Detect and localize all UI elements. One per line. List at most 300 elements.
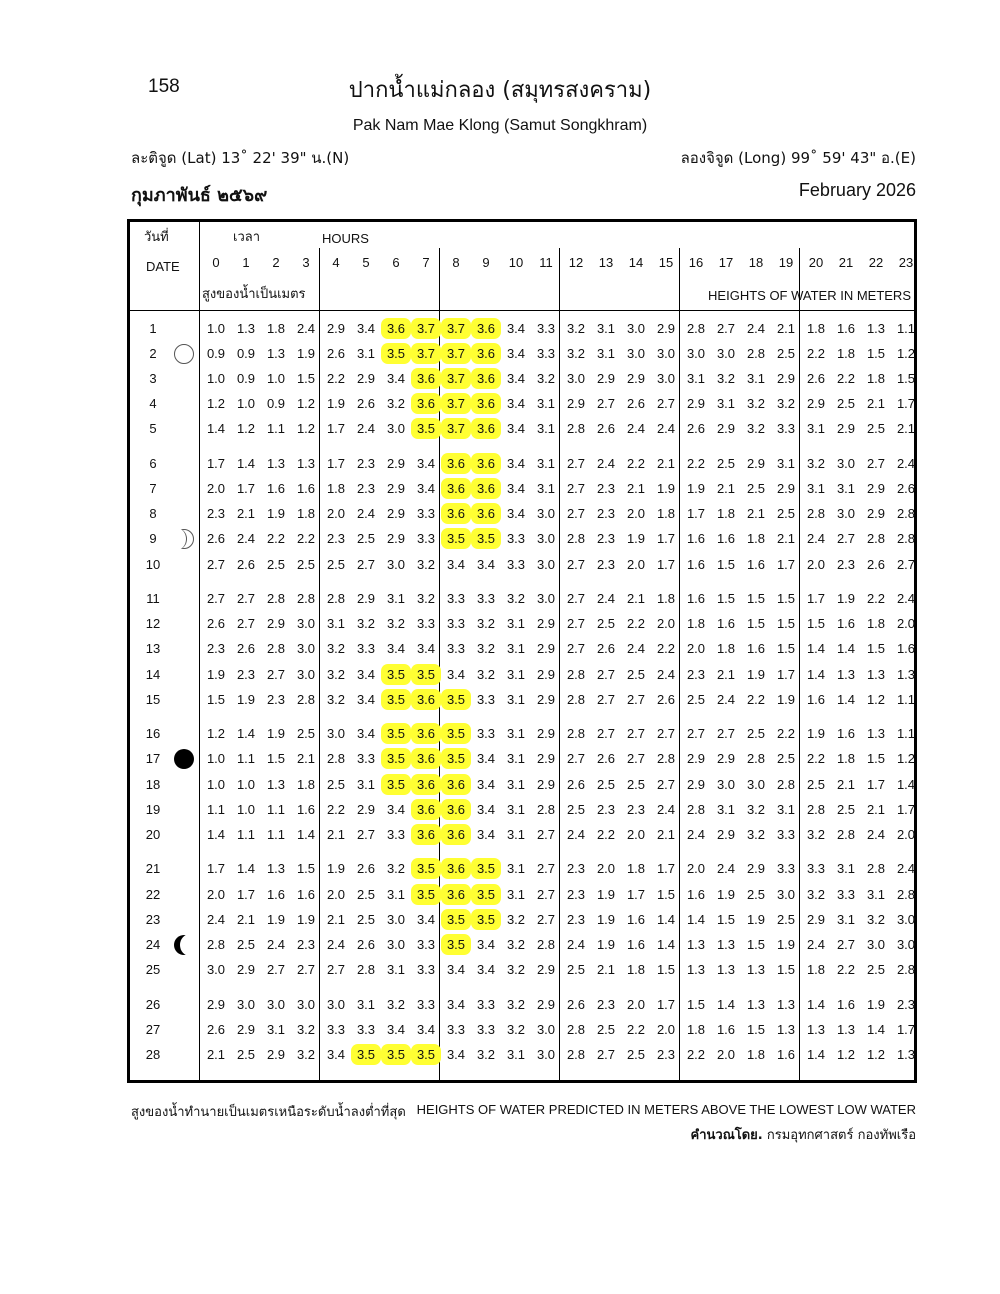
height-cell: 2.1 [206, 1046, 226, 1062]
height-cell: 2.3 [356, 456, 376, 472]
height-cell: 2.9 [806, 396, 826, 412]
height-cell: 3.3 [776, 421, 796, 437]
height-cell: 1.7 [656, 531, 676, 547]
footnote-thai: สูงของน้ำทำนายเป็นเมตรเหนือระดับน้ำลงต่ำที่สุด [131, 1105, 406, 1120]
height-cell: 2.4 [566, 826, 586, 842]
height-cell: 3.3 [476, 591, 496, 607]
height-cell: 1.3 [236, 321, 256, 336]
height-cell: 2.7 [236, 616, 256, 632]
height-cell: 2.9 [356, 371, 376, 387]
height-cell: 1.3 [866, 666, 886, 682]
height-cell: 1.1 [266, 421, 286, 437]
height-cell: 3.1 [506, 801, 526, 817]
height-cell: 2.9 [356, 591, 376, 607]
height-cell: 2.7 [566, 481, 586, 497]
height-cell: 3.3 [416, 616, 436, 632]
height-cell: 2.4 [206, 911, 226, 927]
height-cell: 3.3 [446, 1021, 466, 1037]
moon-phase-first-icon [174, 935, 194, 955]
date-cell: 16 [145, 726, 161, 742]
height-cell: 2.5 [356, 531, 376, 547]
height-cell: 3.4 [476, 751, 496, 767]
height-cell: 1.5 [716, 556, 736, 572]
height-cell: 3.2 [506, 591, 526, 607]
height-cell: 1.1 [896, 321, 916, 336]
date-cell: 3 [149, 371, 157, 387]
height-cell: 3.2 [476, 1046, 496, 1062]
height-cell: 1.7 [326, 421, 346, 437]
height-cell: 2.5 [236, 1046, 256, 1062]
height-cell: 2.4 [596, 456, 616, 472]
height-cell: 3.1 [506, 666, 526, 682]
height-cell: 3.0 [536, 1046, 556, 1062]
height-cell: 3.0 [836, 456, 856, 472]
height-cell: 1.5 [866, 346, 886, 362]
height-cell: 2.3 [326, 531, 346, 547]
height-cell: 1.5 [716, 591, 736, 607]
height-cell: 2.5 [836, 396, 856, 412]
height-cell: 3.0 [896, 936, 916, 952]
height-cell: 3.2 [776, 396, 796, 412]
height-cell: 2.9 [806, 911, 826, 927]
height-cell: 3.1 [536, 396, 556, 412]
height-cell: 3.3 [476, 691, 496, 707]
height-cell: 2.1 [716, 481, 736, 497]
height-cell: 2.7 [716, 321, 736, 336]
height-cell: 1.6 [836, 726, 856, 742]
height-cell: 2.8 [206, 936, 226, 952]
height-cell: 3.2 [326, 641, 346, 657]
height-cell: 1.3 [266, 456, 286, 472]
height-cell: 2.5 [566, 961, 586, 977]
height-cell: 2.4 [626, 641, 646, 657]
height-cell: 1.6 [836, 321, 856, 336]
height-cell: 1.9 [746, 911, 766, 927]
height-cell: 3.6 [441, 884, 471, 905]
height-cell: 3.0 [536, 1021, 556, 1037]
height-cell: 2.4 [596, 591, 616, 607]
height-cell: 2.7 [326, 961, 346, 977]
height-cell: 3.0 [716, 346, 736, 362]
height-cell: 3.2 [356, 616, 376, 632]
height-cell: 1.6 [296, 481, 316, 497]
height-cell: 2.8 [566, 421, 586, 437]
height-cell: 1.9 [266, 506, 286, 522]
height-cell: 2.4 [806, 936, 826, 952]
hour-label: 23 [898, 255, 914, 270]
height-cell: 1.4 [236, 456, 256, 472]
height-cell: 1.3 [836, 1021, 856, 1037]
height-cell: 3.6 [441, 503, 471, 524]
height-cell: 1.5 [716, 911, 736, 927]
height-cell: 2.3 [596, 506, 616, 522]
height-cell: 1.6 [266, 886, 286, 902]
height-cell: 3.0 [296, 666, 316, 682]
height-cell: 2.5 [776, 751, 796, 767]
height-cell: 1.7 [206, 456, 226, 472]
height-cell: 3.2 [506, 996, 526, 1012]
height-cell: 1.9 [716, 886, 736, 902]
height-cell: 2.7 [566, 641, 586, 657]
height-cell: 1.4 [686, 911, 706, 927]
height-cell: 2.9 [326, 321, 346, 336]
height-cell: 1.5 [776, 591, 796, 607]
height-cell: 0.9 [206, 346, 226, 362]
height-cell: 2.4 [806, 531, 826, 547]
height-cell: 3.1 [356, 776, 376, 792]
height-cell: 1.8 [746, 531, 766, 547]
height-cell: 1.7 [776, 556, 796, 572]
height-cell: 2.3 [596, 531, 616, 547]
height-cell: 2.5 [356, 911, 376, 927]
height-cell: 2.2 [296, 531, 316, 547]
height-cell: 3.1 [506, 616, 526, 632]
height-cell: 1.1 [896, 726, 916, 742]
height-cell: 1.6 [626, 911, 646, 927]
date-cell: 11 [146, 591, 160, 607]
height-cell: 2.7 [596, 396, 616, 412]
height-cell: 2.5 [266, 556, 286, 572]
height-cell: 2.0 [806, 556, 826, 572]
height-cell: 3.1 [506, 776, 526, 792]
height-cell: 1.2 [866, 691, 886, 707]
height-cell: 2.5 [326, 776, 346, 792]
height-cell: 3.2 [866, 911, 886, 927]
height-cell: 2.6 [206, 1021, 226, 1037]
height-cell: 3.1 [746, 371, 766, 387]
height-cell: 3.6 [441, 774, 471, 795]
height-cell: 2.2 [806, 751, 826, 767]
height-cell: 1.6 [716, 616, 736, 632]
height-cell: 1.6 [746, 556, 766, 572]
height-cell: 2.2 [836, 371, 856, 387]
height-cell: 3.6 [441, 799, 471, 820]
height-cell: 2.9 [536, 616, 556, 632]
height-cell: 3.2 [806, 456, 826, 472]
height-cell: 3.6 [441, 858, 471, 879]
height-cell: 2.6 [356, 936, 376, 952]
height-cell: 3.4 [416, 481, 436, 497]
height-cell: 3.4 [506, 346, 526, 362]
height-cell: 2.8 [776, 776, 796, 792]
date-cell: 13 [145, 641, 161, 657]
height-cell: 2.2 [596, 826, 616, 842]
height-cell: 3.6 [471, 318, 501, 339]
height-cell: 2.2 [626, 616, 646, 632]
height-cell: 2.8 [266, 591, 286, 607]
date-cell: 8 [149, 506, 157, 522]
height-cell: 2.9 [356, 801, 376, 817]
height-cell: 3.0 [536, 556, 556, 572]
height-cell: 2.4 [326, 936, 346, 952]
height-cell: 3.1 [806, 481, 826, 497]
height-cell: 2.8 [806, 506, 826, 522]
height-cell: 1.3 [806, 1021, 826, 1037]
height-cell: 2.6 [236, 641, 256, 657]
height-cell: 2.9 [836, 421, 856, 437]
month-thai: กุมภาพันธ์ ๒๕๖๙ [131, 185, 268, 206]
date-label-thai: วันที่ [144, 230, 169, 245]
height-cell: 2.4 [716, 861, 736, 877]
height-cell: 3.1 [596, 321, 616, 336]
height-cell: 2.9 [266, 616, 286, 632]
height-cell: 1.8 [326, 481, 346, 497]
height-cell: 3.1 [506, 826, 526, 842]
height-cell: 2.5 [776, 506, 796, 522]
height-cell: 2.0 [206, 481, 226, 497]
height-cell: 2.5 [716, 456, 736, 472]
height-cell: 3.0 [536, 531, 556, 547]
height-cell: 2.1 [656, 456, 676, 472]
date-cell: 23 [145, 911, 161, 927]
height-cell: 2.5 [296, 726, 316, 742]
height-cell: 1.4 [236, 726, 256, 742]
height-cell: 3.1 [776, 456, 796, 472]
height-cell: 3.3 [836, 886, 856, 902]
height-cell: 2.6 [236, 556, 256, 572]
height-cell: 1.9 [596, 886, 616, 902]
height-cell: 2.8 [686, 801, 706, 817]
height-cell: 1.6 [266, 481, 286, 497]
height-cell: 3.5 [411, 664, 441, 685]
height-cell: 1.7 [776, 666, 796, 682]
hour-label: 9 [482, 255, 490, 270]
height-cell: 1.0 [206, 776, 226, 792]
height-cell: 2.0 [326, 506, 346, 522]
height-cell: 1.5 [776, 616, 796, 632]
height-cell: 2.6 [206, 531, 226, 547]
height-cell: 3.6 [471, 368, 501, 389]
height-cell: 3.0 [686, 346, 706, 362]
height-cell: 0.9 [266, 396, 286, 412]
height-cell: 3.0 [536, 591, 556, 607]
height-cell: 2.5 [626, 776, 646, 792]
height-cell: 3.3 [446, 641, 466, 657]
height-cell: 1.0 [236, 801, 256, 817]
height-cell: 2.5 [596, 1021, 616, 1037]
height-cell: 3.5 [471, 858, 501, 879]
height-cell: 1.6 [716, 531, 736, 547]
height-cell: 1.6 [686, 556, 706, 572]
height-cell: 2.4 [746, 321, 766, 336]
height-cell: 1.7 [866, 776, 886, 792]
height-cell: 2.8 [566, 726, 586, 742]
height-cell: 2.8 [566, 531, 586, 547]
height-cell: 2.7 [206, 556, 226, 572]
height-cell: 3.6 [441, 824, 471, 845]
height-cell: 2.9 [596, 371, 616, 387]
height-cell: 1.0 [206, 321, 226, 336]
height-cell: 1.2 [866, 1046, 886, 1062]
height-cell: 3.4 [506, 456, 526, 472]
height-cell: 3.0 [296, 996, 316, 1012]
height-cell: 3.4 [446, 666, 466, 682]
height-cell: 3.0 [626, 321, 646, 336]
height-cell: 2.5 [626, 1046, 646, 1062]
height-cell: 2.9 [536, 666, 556, 682]
height-cell: 2.3 [656, 1046, 676, 1062]
height-cell: 1.7 [236, 481, 256, 497]
height-cell: 3.6 [441, 453, 471, 474]
hour-label: 0 [212, 255, 220, 270]
height-cell: 1.8 [296, 776, 316, 792]
height-cell: 3.6 [411, 393, 441, 414]
hour-label: 18 [748, 255, 764, 270]
height-cell: 1.9 [836, 591, 856, 607]
moon-phase-new-icon [174, 344, 194, 364]
height-cell: 1.5 [206, 691, 226, 707]
height-cell: 1.4 [836, 691, 856, 707]
date-cell: 24 [145, 936, 161, 952]
height-cell: 1.8 [716, 506, 736, 522]
height-cell: 1.5 [686, 996, 706, 1012]
height-cell: 1.6 [806, 691, 826, 707]
height-cell: 2.2 [866, 591, 886, 607]
height-cell: 3.5 [411, 884, 441, 905]
hour-label: 1 [242, 255, 250, 270]
height-cell: 2.3 [296, 936, 316, 952]
height-cell: 1.8 [656, 591, 676, 607]
height-cell: 2.0 [626, 826, 646, 842]
height-cell: 3.3 [416, 996, 436, 1012]
height-cell: 2.7 [656, 776, 676, 792]
height-cell: 1.4 [656, 911, 676, 927]
height-cell: 3.2 [806, 886, 826, 902]
height-cell: 1.8 [686, 1021, 706, 1037]
height-cell: 3.1 [386, 886, 406, 902]
height-cell: 2.7 [626, 751, 646, 767]
height-cell: 2.7 [266, 666, 286, 682]
height-cell: 2.8 [686, 321, 706, 336]
height-cell: 2.7 [656, 396, 676, 412]
height-cell: 2.6 [596, 421, 616, 437]
height-cell: 2.0 [596, 861, 616, 877]
height-cell: 1.2 [896, 346, 916, 362]
height-cell: 1.5 [296, 371, 316, 387]
height-cell: 2.7 [896, 556, 916, 572]
height-cell: 3.6 [381, 318, 411, 339]
height-cell: 2.3 [626, 801, 646, 817]
height-cell: 2.5 [296, 556, 316, 572]
height-cell: 2.1 [776, 321, 796, 336]
height-cell: 1.2 [206, 396, 226, 412]
height-cell: 2.4 [686, 826, 706, 842]
hour-label: 11 [539, 255, 553, 270]
height-cell: 3.4 [386, 1021, 406, 1037]
height-cell: 3.6 [411, 774, 441, 795]
height-cell: 2.1 [746, 506, 766, 522]
height-cell: 2.1 [326, 826, 346, 842]
height-cell: 2.0 [626, 996, 646, 1012]
height-cell: 2.8 [326, 751, 346, 767]
height-cell: 1.5 [656, 961, 676, 977]
height-cell: 2.7 [596, 666, 616, 682]
date-cell: 17 [145, 751, 161, 767]
height-cell: 3.5 [441, 528, 471, 549]
height-cell: 3.3 [416, 961, 436, 977]
height-cell: 3.1 [806, 421, 826, 437]
height-cell: 3.1 [506, 726, 526, 742]
height-cell: 1.6 [686, 591, 706, 607]
height-cell: 2.8 [266, 641, 286, 657]
height-cell: 1.8 [866, 616, 886, 632]
height-cell: 3.0 [776, 886, 796, 902]
height-cell: 2.9 [536, 961, 556, 977]
height-cell: 1.9 [626, 531, 646, 547]
date-cell: 27 [145, 1021, 161, 1037]
height-cell: 2.9 [536, 691, 556, 707]
height-cell: 2.9 [536, 996, 556, 1012]
hour-label: 8 [452, 255, 460, 270]
height-cell: 2.6 [626, 396, 646, 412]
height-cell: 3.4 [506, 421, 526, 437]
hour-label: 6 [392, 255, 400, 270]
height-cell: 2.1 [656, 826, 676, 842]
height-cell: 1.3 [836, 666, 856, 682]
height-cell: 3.4 [476, 776, 496, 792]
height-cell: 1.3 [266, 861, 286, 877]
height-cell: 2.1 [836, 776, 856, 792]
height-cell: 2.6 [896, 481, 916, 497]
height-cell: 2.1 [296, 751, 316, 767]
height-cell: 2.7 [596, 726, 616, 742]
height-cell: 2.9 [536, 641, 556, 657]
height-cell: 2.1 [776, 531, 796, 547]
height-cell: 2.7 [236, 591, 256, 607]
date-cell: 21 [145, 861, 161, 877]
height-cell: 2.7 [566, 616, 586, 632]
height-cell: 2.4 [266, 936, 286, 952]
height-cell: 3.0 [836, 506, 856, 522]
height-cell: 3.1 [506, 1046, 526, 1062]
height-cell: 2.5 [746, 726, 766, 742]
height-cell: 1.4 [896, 776, 916, 792]
height-cell: 3.6 [471, 418, 501, 439]
height-cell: 3.0 [206, 961, 226, 977]
height-cell: 2.1 [626, 481, 646, 497]
height-cell: 3.2 [476, 666, 496, 682]
height-cell: 1.9 [266, 726, 286, 742]
height-cell: 2.7 [716, 726, 736, 742]
height-cell: 1.7 [896, 1021, 916, 1037]
height-cell: 3.1 [536, 421, 556, 437]
height-cell: 2.6 [806, 371, 826, 387]
height-cell: 2.1 [716, 666, 736, 682]
height-cell: 2.8 [566, 691, 586, 707]
height-cell: 1.8 [836, 751, 856, 767]
height-cell: 3.7 [441, 368, 471, 389]
height-cell: 1.9 [776, 691, 796, 707]
height-cell: 2.5 [746, 886, 766, 902]
height-cell: 2.1 [596, 961, 616, 977]
height-cell: 2.8 [296, 691, 316, 707]
height-cell: 2.9 [776, 371, 796, 387]
height-cell: 2.0 [896, 616, 916, 632]
height-cell: 2.2 [626, 456, 646, 472]
height-cell: 3.4 [476, 826, 496, 842]
height-cell: 2.5 [866, 961, 886, 977]
height-cell: 3.4 [386, 371, 406, 387]
height-cell: 3.2 [386, 996, 406, 1012]
height-cell: 2.4 [656, 801, 676, 817]
height-cell: 2.8 [566, 666, 586, 682]
height-cell: 3.0 [386, 911, 406, 927]
height-cell: 3.0 [626, 346, 646, 362]
height-cell: 1.4 [836, 641, 856, 657]
height-cell: 3.0 [326, 726, 346, 742]
height-cell: 2.9 [716, 751, 736, 767]
height-cell: 3.2 [476, 616, 496, 632]
